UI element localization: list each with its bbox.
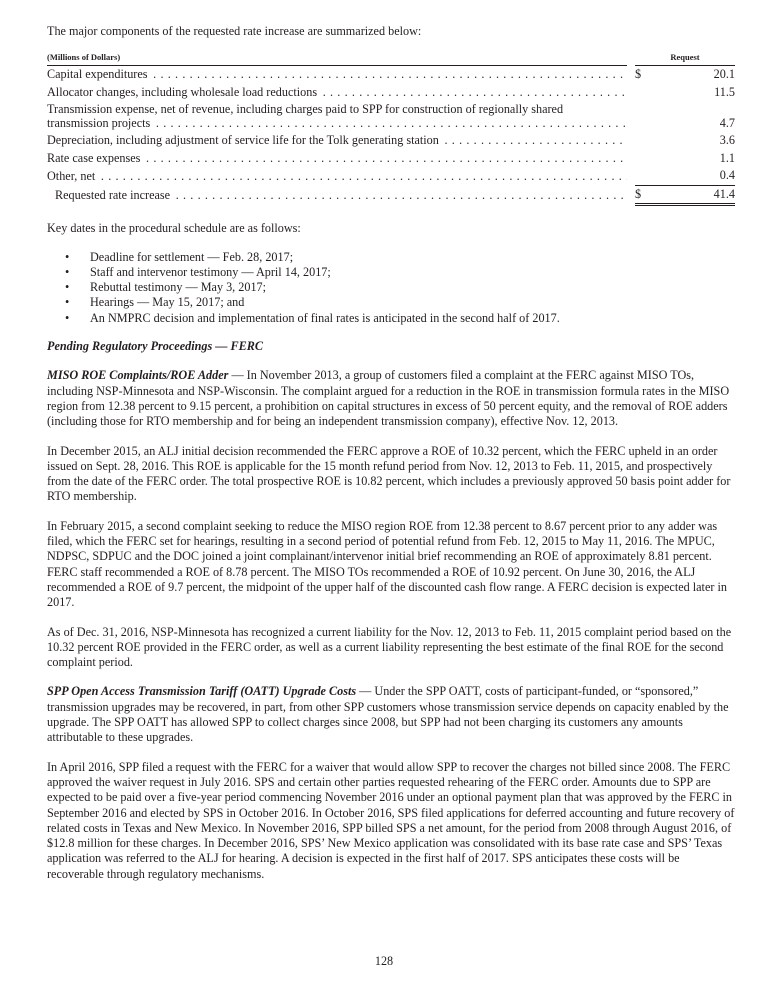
table-row bbox=[47, 167, 735, 185]
bullet-icon: • bbox=[65, 249, 70, 264]
bullet-icon: • bbox=[65, 264, 70, 279]
page-number: 128 bbox=[374, 954, 394, 968]
table-header-row bbox=[47, 52, 735, 66]
row-dollar-sign bbox=[635, 101, 655, 132]
miso-paragraph-2: In December 2015, an ALJ initial decision recommended the FERC approve a ROE of 10.32 percent, which the FERC upheld in an order issued on Sept. 28, 2016. This ROE is applicable for the 15 month refund period from Nov. 12, 2013 to Feb. 11, 2015, and prospectively from the date of the FERC order. The total prospective ROE is 10.82 percent, which includes a previously approved 50 basis point adder for RTO membership. bbox=[47, 443, 731, 504]
spp-paragraph-1: SPP Open Access Transmission Tariff (OATT) Upgrade Costs — Under the SPP OATT, costs of participant-funded, or “sponsored,” transmission upgrades may be recovered, in part, from other SPP customers whose transmission service depends on capacity enabled by the upgrade. The SPP OATT has allowed SPP to collect charges since 2008, but SPP had not been charging its customers any amounts attributable to these upgrades. bbox=[47, 684, 729, 745]
document-page bbox=[47, 24, 735, 896]
total-dollar-sign: $ bbox=[635, 185, 655, 205]
list-item: • An NMPRC decision and implementation of final rates is anticipated in the second half of 2017. bbox=[65, 310, 560, 325]
bullet-icon: • bbox=[65, 280, 70, 295]
list-item: • Rebuttal testimony — May 3, 2017; bbox=[65, 280, 267, 295]
list-item: • Staff and intervenor testimony — April 14, 2017; bbox=[65, 264, 331, 279]
column-header-request: Request bbox=[635, 52, 735, 66]
row-value: 20.1 bbox=[713, 67, 735, 82]
row-label: Depreciation, including adjustment of service life for the Tolk generating station . . . bbox=[47, 132, 627, 150]
table-row bbox=[47, 150, 735, 168]
row-label: Other, net . . . bbox=[47, 167, 627, 185]
row-dollar-sign bbox=[635, 150, 655, 168]
spp-paragraph-2: In April 2016, SPP filed a request with the FERC for a waiver that would allow SPP to recover the charges not billed since 2008. The FERC approved the waiver request in July 2016. SPS and certain other parties requested rehearing of the FERC order. Amounts due to SPP are expected to be paid over a five-year period commencing November 2016 under an optional payment plan that was approved by the FERC in September 2016 and elected by SPS in October 2016. In October 2016, SPS filed applications for deferred accounting and future recovery of related costs in Texas and New Mexico. In November 2016, SPP billed SPS a net amount, for the period from 2008 through August 2016, of $12.8 million for these charges. In December 2016, SPS’ New Mexico application was consolidated with its base rate case and SPS’ Texas application was referred to the ALJ for hearing. A decision is expected in the first half of 2017. SPS anticipates these costs will be recoverable through regulatory mechanisms. bbox=[47, 759, 735, 881]
row-dollar-sign: $ bbox=[635, 67, 642, 82]
row-value: 4.7 bbox=[719, 115, 735, 130]
table-row bbox=[47, 101, 735, 132]
row-label: Allocator changes, including wholesale load reductions . . . bbox=[47, 84, 627, 102]
miso-run-in-heading: MISO ROE Complaints/ROE Adder bbox=[47, 368, 229, 383]
table-row bbox=[47, 132, 735, 150]
rate-increase-table bbox=[47, 52, 735, 206]
row-dollar-sign bbox=[635, 132, 655, 150]
miso-paragraph-1: MISO ROE Complaints/ROE Adder — In November 2013, a group of customers filed a complaint at the FERC against MISO TOs, including NSP-Minnesota and NSP-Wisconsin. The complaint argued for a reduction in the ROE in transmission formula rates in the MISO region from 12.38 percent to 9.15 percent, a prohibition on capital structures in excess of 50 percent equity, and the removal of ROE adders (including those for RTO membership and for being an independent transmission company), effective Nov. 12, 2013. bbox=[47, 368, 730, 429]
total-label: Requested rate increase . . . bbox=[47, 185, 627, 205]
bullet-icon: • bbox=[65, 310, 70, 325]
column-header-label: (Millions of Dollars) bbox=[47, 52, 627, 66]
miso-paragraph-3: In February 2015, a second complaint seeking to reduce the MISO region ROE from 12.38 percent to 8.67 percent prior to any adder was filed, which the FERC set for hearings, resulting in a second period of potential refund from Feb. 12, 2015 to May 11, 2016. The MPUC, NDPSC, SDPUC and the DOC joined a joint complainant/intervenor initial brief recommending an ROE of approximately 8.81 percent. FERC staff recommended a ROE of 8.78 percent. The MISO TOs recommended a ROE of 10.92 percent. On June 30, 2016, the ALJ recommended a ROE of 9.7 percent, the midpoint of the upper half of the discounted cash flow range. A FERC decision is expected later in 2017. bbox=[47, 518, 727, 610]
table-row bbox=[47, 66, 735, 84]
row-value: 11.5 bbox=[714, 84, 735, 99]
row-value: 1.1 bbox=[719, 150, 735, 165]
list-item: • Hearings — May 15, 2017; and bbox=[65, 295, 245, 310]
table-row bbox=[47, 84, 735, 102]
list-item: • Deadline for settlement — Feb. 28, 2017; bbox=[65, 249, 294, 264]
bullet-icon: • bbox=[65, 295, 70, 310]
miso-paragraph-4: As of Dec. 31, 2016, NSP-Minnesota has recognized a current liability for the Nov. 12, 2013 to Feb. 11, 2015 complaint period based on the 10.32 percent ROE provided in the FERC order, as well as a current liability representing the best estimate of the final ROE for the second complaint period. bbox=[47, 624, 732, 670]
row-label-line1: Transmission expense, net of revenue, including charges paid to SPP for construction of regionally shared bbox=[47, 102, 564, 117]
table-total-row bbox=[47, 185, 735, 205]
schedule-lead: Key dates in the procedural schedule are as follows: bbox=[47, 221, 301, 236]
total-value: 41.4 bbox=[655, 185, 735, 205]
row-dollar-sign bbox=[635, 84, 655, 102]
row-label: Transmission expense, net of revenue, including charges paid to SPP for construction of regionally shared transmission projects . . . bbox=[47, 101, 627, 132]
row-value: 0.4 bbox=[655, 167, 735, 185]
section-heading: Pending Regulatory Proceedings — FERC bbox=[47, 339, 264, 354]
schedule-list bbox=[47, 250, 735, 326]
row-value: 3.6 bbox=[719, 133, 735, 148]
row-label: Capital expenditures . . . bbox=[47, 66, 627, 84]
spp-run-in-heading: SPP Open Access Transmission Tariff (OATT) Upgrade Costs bbox=[47, 684, 357, 699]
intro-text: The major components of the requested rate increase are summarized below: bbox=[47, 24, 422, 38]
row-dollar-sign bbox=[635, 167, 655, 185]
row-label: Rate case expenses . . . bbox=[47, 150, 627, 168]
